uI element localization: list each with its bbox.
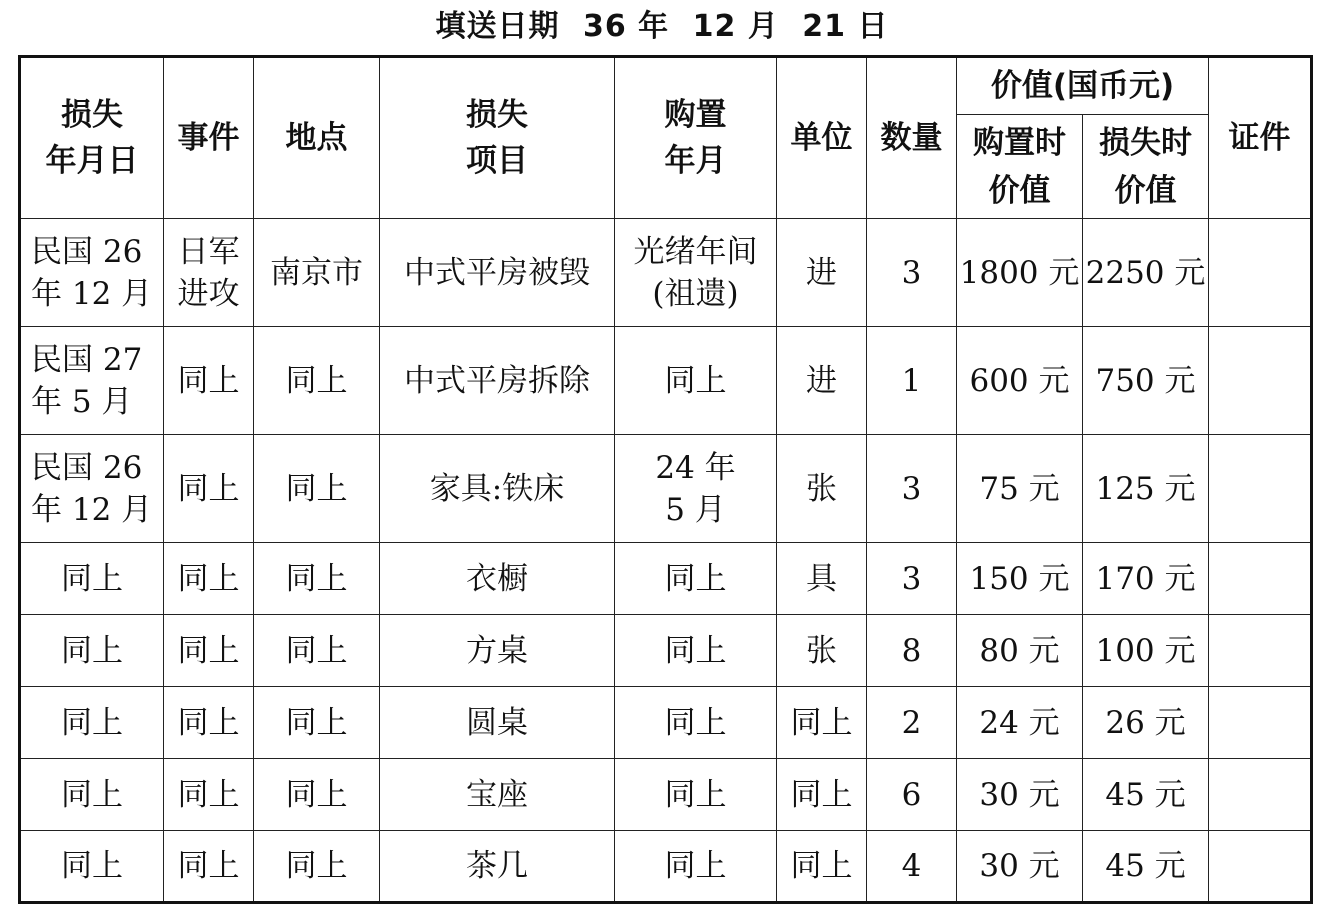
table-row (20, 687, 1312, 759)
cell-item: 中式平房被毁 (380, 219, 615, 327)
cell-value-at-loss: 125 元 (1083, 435, 1209, 543)
cell-item: 圆桌 (380, 687, 615, 759)
cell-value-at-purchase: 30 元 (957, 831, 1083, 903)
report-date-year: 36 年 (582, 9, 670, 44)
header-loss-date: 损失 年月日 (20, 57, 164, 219)
cell-value-at-purchase: 1800 元 (957, 219, 1083, 327)
cell-place: 同上 (254, 687, 380, 759)
cell-loss-date: 同上 (20, 687, 164, 759)
cell-quantity: 2 (867, 687, 957, 759)
cell-unit: 具 (777, 543, 867, 615)
cell-purchase-date: 同上 (615, 543, 777, 615)
cell-purchase-date: 同上 (615, 831, 777, 903)
report-date-day: 21 日 (802, 9, 889, 44)
cell-quantity: 3 (867, 543, 957, 615)
cell-value-at-loss: 45 元 (1083, 759, 1209, 831)
cell-quantity: 3 (867, 219, 957, 327)
cell-place: 同上 (254, 543, 380, 615)
cell-purchase-date: 光绪年间 (祖遗) (615, 219, 777, 327)
report-date-month: 12 月 (692, 9, 779, 44)
cell-event: 同上 (164, 543, 254, 615)
cell-loss-date: 同上 (20, 831, 164, 903)
header-quantity: 数量 (867, 57, 957, 219)
cell-item: 衣橱 (380, 543, 615, 615)
cell-value-at-loss: 45 元 (1083, 831, 1209, 903)
cell-unit: 同上 (777, 687, 867, 759)
cell-loss-date: 同上 (20, 615, 164, 687)
cell-proof (1209, 327, 1312, 435)
cell-value-at-purchase: 75 元 (957, 435, 1083, 543)
cell-quantity: 6 (867, 759, 957, 831)
cell-unit: 进 (777, 219, 867, 327)
cell-place: 同上 (254, 759, 380, 831)
table-row (20, 831, 1312, 903)
cell-proof (1209, 435, 1312, 543)
cell-event: 同上 (164, 831, 254, 903)
cell-event: 同上 (164, 759, 254, 831)
cell-quantity: 8 (867, 615, 957, 687)
header-value-group: 价值(国币元) (957, 57, 1209, 115)
cell-loss-date: 同上 (20, 759, 164, 831)
cell-loss-date: 民国 26 年 12 月 (20, 219, 164, 327)
cell-place: 南京市 (254, 219, 380, 327)
cell-value-at-loss: 2250 元 (1083, 219, 1209, 327)
table-row (20, 327, 1312, 435)
table-row (20, 759, 1312, 831)
cell-value-at-purchase: 24 元 (957, 687, 1083, 759)
cell-proof (1209, 615, 1312, 687)
header-value-at-purchase: 购置时 价值 (957, 115, 1083, 219)
header-proof: 证件 (1209, 57, 1312, 219)
cell-event: 同上 (164, 435, 254, 543)
cell-place: 同上 (254, 615, 380, 687)
table-row (20, 219, 1312, 327)
cell-item: 家具:铁床 (380, 435, 615, 543)
cell-proof (1209, 219, 1312, 327)
cell-purchase-date: 同上 (615, 687, 777, 759)
table-row (20, 615, 1312, 687)
header-event: 事件 (164, 57, 254, 219)
table-row (20, 543, 1312, 615)
cell-loss-date: 民国 27 年 5 月 (20, 327, 164, 435)
cell-event: 同上 (164, 615, 254, 687)
cell-event: 同上 (164, 327, 254, 435)
cell-loss-date: 民国 26 年 12 月 (20, 435, 164, 543)
cell-proof (1209, 831, 1312, 903)
header-place: 地点 (254, 57, 380, 219)
table-row (20, 435, 1312, 543)
loss-ledger-table (18, 55, 1313, 904)
cell-purchase-date: 同上 (615, 759, 777, 831)
cell-value-at-purchase: 600 元 (957, 327, 1083, 435)
header-unit: 单位 (777, 57, 867, 219)
cell-purchase-date: 同上 (615, 327, 777, 435)
cell-loss-date: 同上 (20, 543, 164, 615)
cell-item: 宝座 (380, 759, 615, 831)
header-item: 损失 项目 (380, 57, 615, 219)
report-date-title (0, 4, 1324, 50)
cell-unit: 张 (777, 435, 867, 543)
cell-value-at-purchase: 150 元 (957, 543, 1083, 615)
cell-purchase-date: 同上 (615, 615, 777, 687)
cell-place: 同上 (254, 327, 380, 435)
cell-item: 方桌 (380, 615, 615, 687)
cell-proof (1209, 543, 1312, 615)
cell-unit: 进 (777, 327, 867, 435)
cell-value-at-loss: 750 元 (1083, 327, 1209, 435)
cell-unit: 张 (777, 615, 867, 687)
cell-item: 茶几 (380, 831, 615, 903)
cell-value-at-loss: 170 元 (1083, 543, 1209, 615)
header-value-at-loss: 损失时 价值 (1083, 115, 1209, 219)
header-purchase-date: 购置 年月 (615, 57, 777, 219)
report-date-label: 填送日期 (435, 9, 560, 44)
cell-proof (1209, 759, 1312, 831)
cell-value-at-loss: 100 元 (1083, 615, 1209, 687)
cell-quantity: 1 (867, 327, 957, 435)
cell-place: 同上 (254, 435, 380, 543)
cell-place: 同上 (254, 831, 380, 903)
cell-unit: 同上 (777, 831, 867, 903)
cell-value-at-purchase: 80 元 (957, 615, 1083, 687)
cell-quantity: 4 (867, 831, 957, 903)
cell-quantity: 3 (867, 435, 957, 543)
cell-event: 同上 (164, 687, 254, 759)
cell-proof (1209, 687, 1312, 759)
cell-value-at-loss: 26 元 (1083, 687, 1209, 759)
cell-event: 日军 进攻 (164, 219, 254, 327)
cell-unit: 同上 (777, 759, 867, 831)
cell-item: 中式平房拆除 (380, 327, 615, 435)
cell-purchase-date: 24 年 5 月 (615, 435, 777, 543)
cell-value-at-purchase: 30 元 (957, 759, 1083, 831)
